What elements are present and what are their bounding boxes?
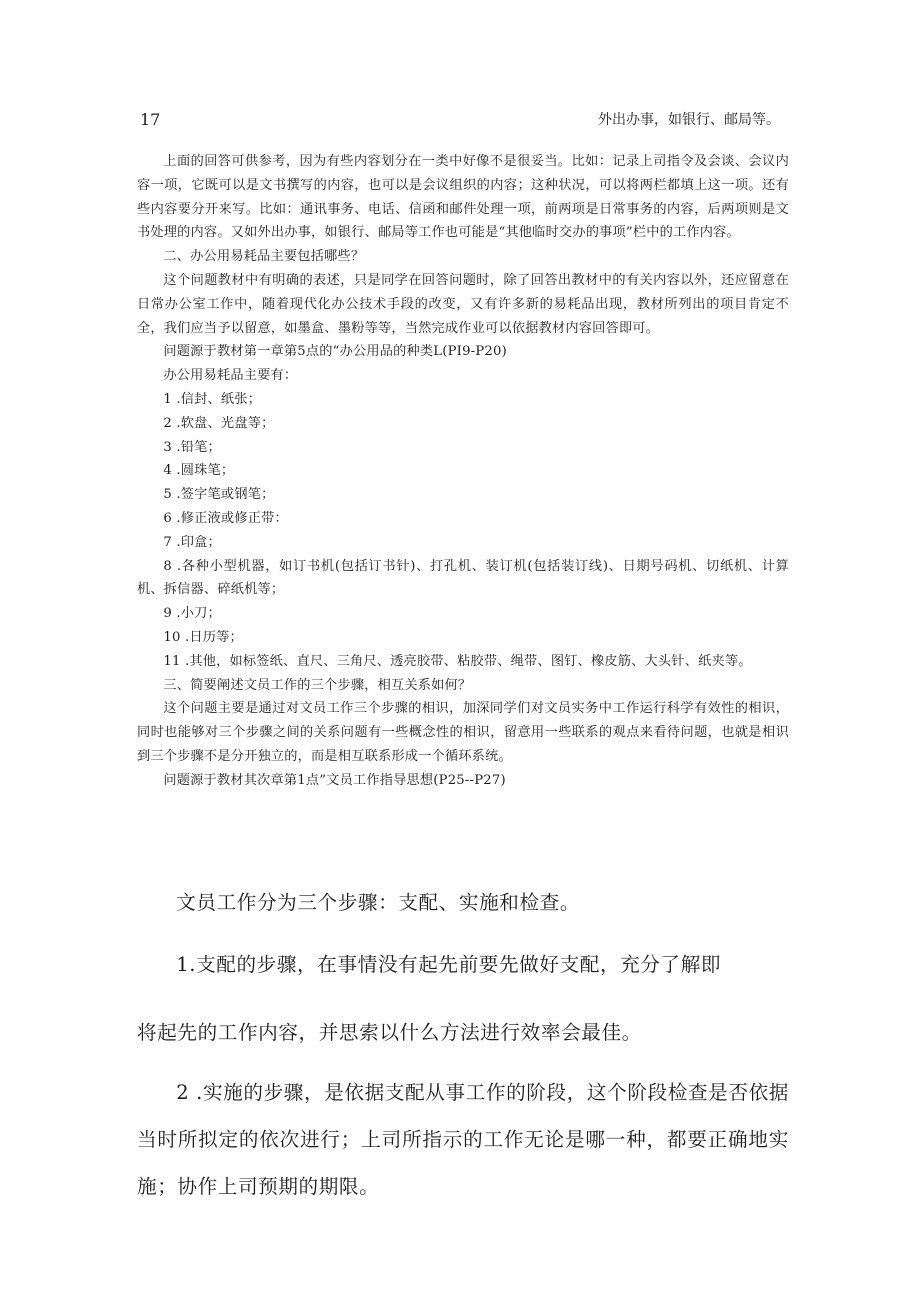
page-number: 17 xyxy=(140,110,161,129)
section-2-paragraph: 这个问题教材中有明确的表述，只是同学在回答问题时，除了回答出教材中的有关内容以外，还应留意在日常办公室工作中，随着现代化办公技术手段的改变，又有许多新的易耗品出现，教材所列出的项目肯定不全，我们应当予以留意，如墨盒、墨粉等等，当然完成作业可以依据教材内容回答即可。 xyxy=(137,272,789,336)
list-item: 8 .各种小型机器，如订书机(包括订书针)、打孔机、装订机(包括装订线)、日期号码机、切纸机、计算机、拆信器、碎纸机等； xyxy=(137,558,789,598)
list-item: 9 .小刀； xyxy=(163,606,221,622)
list-item: 1 .信封、纸张； xyxy=(163,391,262,407)
section-2-heading: 二、办公用易耗品主要包括哪些？ xyxy=(163,249,365,265)
list-item: 7 .印盒； xyxy=(163,534,221,550)
section-3-heading: 三、简要阐述文员工作的三个步骤，相互关系如何？ xyxy=(163,677,472,693)
step-2-paragraph: 2 .实施的步骤，是依据支配从事工作的阶段，这个阶段检查是否依据当时所拟定的依次进行；上司所指示的工作无论是哪一种，都要正确地实施；协作上司预期的期限。 xyxy=(137,1081,789,1198)
running-header: 外出办事，如银行、邮局等。 xyxy=(598,112,780,128)
section-3-paragraph: 这个问题主要是通过对文员工作三个步骤的相识，加深同学们对文员实务中工作运行科学有效性的相识，同时也能够对三个步骤之间的关系问题有一些概念性的相识，留意用一些联系的观点来看待问题，也就是相识到三个步骤不是分开独立的，而是相互联系形成一个循环系统。 xyxy=(137,701,789,764)
steps-summary: 文员工作分为三个步骤：支配、实施和检查。 xyxy=(176,891,581,914)
step-1-line-2: 将起先的工作内容，并思索以什么方法进行效率会最佳。 xyxy=(137,1021,642,1044)
intro-paragraph: 上面的回答可供参考，因为有些内容划分在一类中好像不是很妥当。比如：记录上司指令及会谈、会议内容一项，它既可以是文书撰写的内容，也可以是会议组织的内容；这种状况，可以将两栏都填上这一项。还有些内容要分开来写。比如：通讯事务、电话、信函和邮件处理一项，前两项是日常事务的内容，后两项则是文书处理的内容。又如外出办事，如银行、邮局等工作也可能是“其他临时交办的事项”栏中的工作内容。 xyxy=(137,154,789,241)
section-2-list-intro: 办公用易耗品主要有： xyxy=(163,368,298,384)
large-text-block xyxy=(137,888,789,1210)
section-3-source: 问题源于教材其次章第1点”文员工作指导思想(P25--P27) xyxy=(163,772,506,788)
list-item: 3 .铅笔； xyxy=(163,439,221,455)
section-2-source: 问题源于教材第一章第5点的“办公用品的种类L(PI9-P20) xyxy=(163,344,507,360)
step-1-line-1: 1.支配的步骤，在事情没有起先前要先做好支配，充分了解即 xyxy=(176,953,722,976)
list-item: 5 .签字笔或钢笔； xyxy=(163,487,275,503)
list-item: 11 .其他，如标签纸、直尺、三角尺、透亮胶带、粘胶带、绳带、图钉、橡皮筋、大头针、纸夹等。 xyxy=(163,653,752,669)
list-item: 6 .修正液或修正带： xyxy=(163,510,288,526)
small-text-block xyxy=(137,150,789,793)
list-item: 10 .日历等； xyxy=(163,629,243,645)
list-item: 4 .圆珠笔； xyxy=(163,463,235,479)
list-item: 2 .软盘、光盘等； xyxy=(163,415,275,431)
